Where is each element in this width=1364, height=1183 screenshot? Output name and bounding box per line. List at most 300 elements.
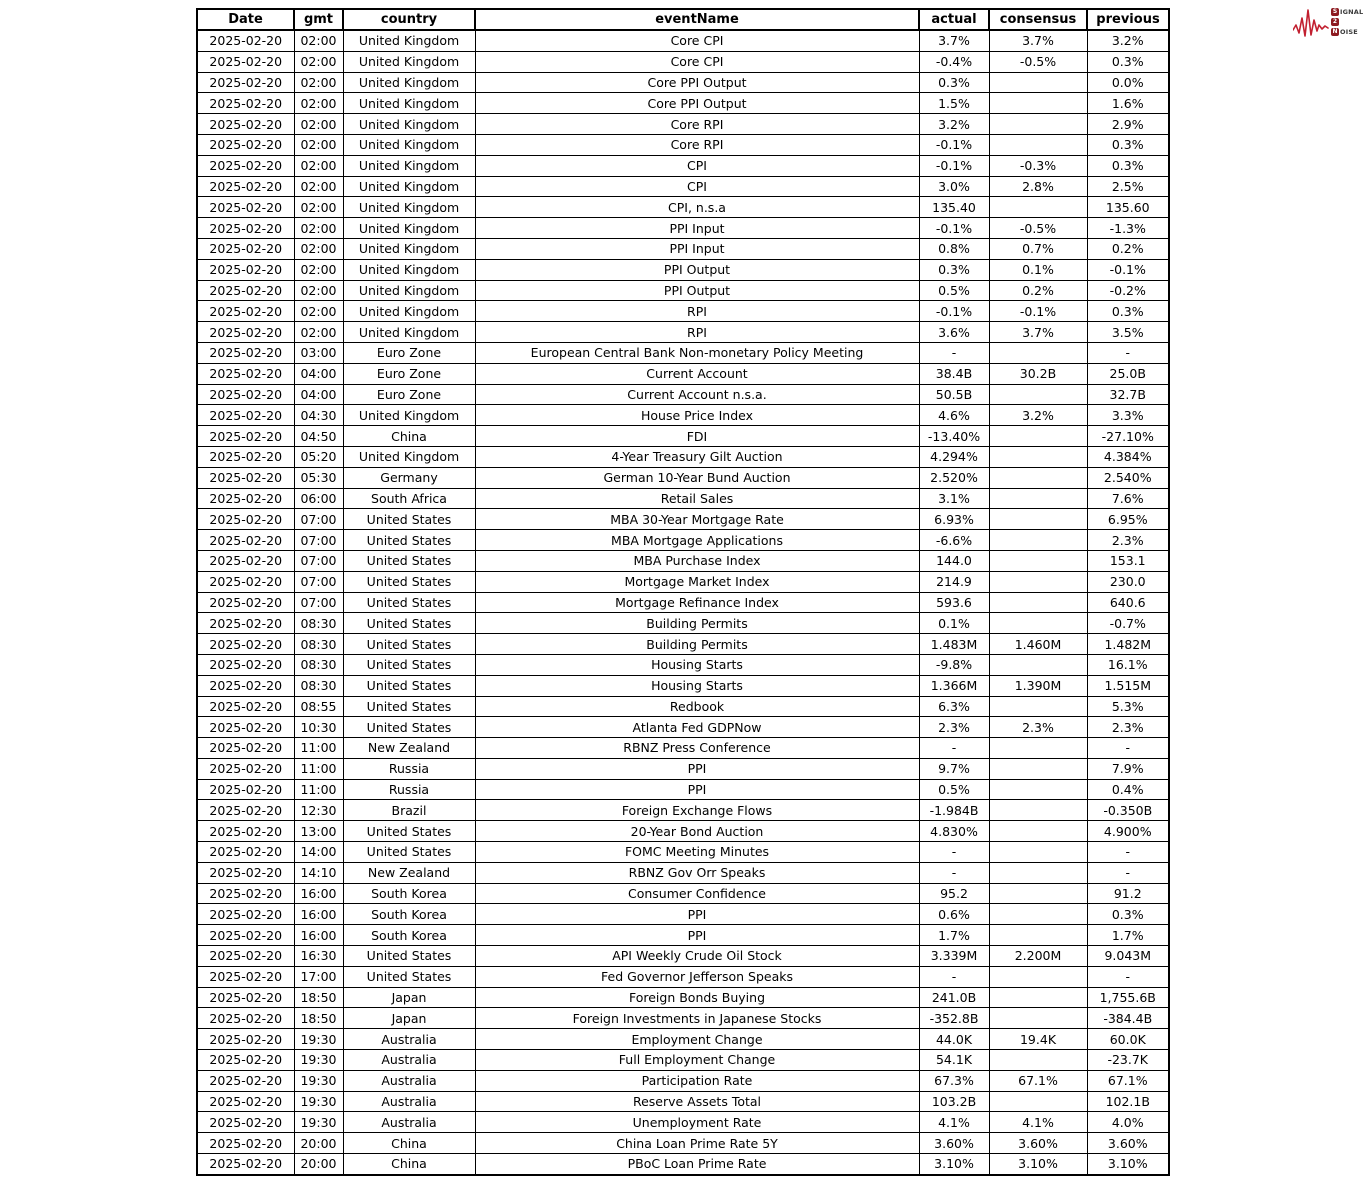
logo-line-noise xyxy=(1331,28,1363,37)
cell-consensus: 3.60% xyxy=(989,1133,1087,1154)
cell-country: New Zealand xyxy=(343,738,475,759)
cell-gmt: 11:00 xyxy=(294,738,343,759)
cell-previous: 2.3% xyxy=(1087,530,1169,551)
cell-eventname: Core RPI xyxy=(475,134,919,155)
table-row xyxy=(197,114,1169,135)
column-header-actual: actual xyxy=(919,9,989,30)
cell-consensus xyxy=(989,696,1087,717)
cell-previous: 16.1% xyxy=(1087,654,1169,675)
cell-eventname: House Price Index xyxy=(475,405,919,426)
table-row xyxy=(197,883,1169,904)
cell-previous: -0.2% xyxy=(1087,280,1169,301)
cell-consensus xyxy=(989,426,1087,447)
cell-consensus: 0.2% xyxy=(989,280,1087,301)
cell-consensus xyxy=(989,509,1087,530)
cell-gmt: 02:00 xyxy=(294,114,343,135)
table-row xyxy=(197,426,1169,447)
table-row xyxy=(197,821,1169,842)
cell-gmt: 04:00 xyxy=(294,384,343,405)
cell-previous: 0.3% xyxy=(1087,301,1169,322)
cell-actual: 9.7% xyxy=(919,758,989,779)
cell-gmt: 10:30 xyxy=(294,717,343,738)
column-header-event-name: eventName xyxy=(475,9,919,30)
table-row xyxy=(197,613,1169,634)
cell-date: 2025-02-20 xyxy=(197,613,294,634)
cell-actual: 67.3% xyxy=(919,1070,989,1091)
cell-eventname: German 10-Year Bund Auction xyxy=(475,467,919,488)
cell-gmt: 02:00 xyxy=(294,134,343,155)
table-row xyxy=(197,446,1169,467)
logo-text-ignal: IGNAL xyxy=(1340,7,1364,16)
cell-previous: 25.0B xyxy=(1087,363,1169,384)
cell-country: United Kingdom xyxy=(343,134,475,155)
cell-date: 2025-02-20 xyxy=(197,488,294,509)
table-row xyxy=(197,363,1169,384)
cell-date: 2025-02-20 xyxy=(197,654,294,675)
cell-eventname: FDI xyxy=(475,426,919,447)
table-row xyxy=(197,405,1169,426)
cell-actual: 3.1% xyxy=(919,488,989,509)
cell-consensus xyxy=(989,758,1087,779)
cell-previous: - xyxy=(1087,738,1169,759)
cell-consensus xyxy=(989,1091,1087,1112)
cell-gmt: 12:30 xyxy=(294,800,343,821)
cell-previous: 2.3% xyxy=(1087,717,1169,738)
cell-actual: 135.40 xyxy=(919,197,989,218)
cell-country: United Kingdom xyxy=(343,218,475,239)
cell-country: United States xyxy=(343,634,475,655)
cell-eventname: MBA 30-Year Mortgage Rate xyxy=(475,509,919,530)
cell-eventname: CPI xyxy=(475,155,919,176)
cell-date: 2025-02-20 xyxy=(197,197,294,218)
cell-country: United Kingdom xyxy=(343,301,475,322)
cell-consensus xyxy=(989,779,1087,800)
cell-consensus xyxy=(989,384,1087,405)
cell-actual: - xyxy=(919,966,989,987)
cell-consensus xyxy=(989,72,1087,93)
cell-gmt: 02:00 xyxy=(294,238,343,259)
cell-actual: 4.830% xyxy=(919,821,989,842)
cell-gmt: 16:00 xyxy=(294,883,343,904)
cell-gmt: 18:50 xyxy=(294,1008,343,1029)
cell-date: 2025-02-20 xyxy=(197,259,294,280)
cell-gmt: 07:00 xyxy=(294,509,343,530)
table-row xyxy=(197,259,1169,280)
cell-gmt: 04:50 xyxy=(294,426,343,447)
cell-gmt: 14:00 xyxy=(294,842,343,863)
cell-gmt: 18:50 xyxy=(294,987,343,1008)
cell-date: 2025-02-20 xyxy=(197,134,294,155)
cell-actual: - xyxy=(919,862,989,883)
cell-gmt: 20:00 xyxy=(294,1154,343,1175)
cell-gmt: 17:00 xyxy=(294,966,343,987)
cell-consensus xyxy=(989,571,1087,592)
cell-country: United States xyxy=(343,592,475,613)
cell-date: 2025-02-20 xyxy=(197,883,294,904)
cell-date: 2025-02-20 xyxy=(197,1070,294,1091)
table-row xyxy=(197,675,1169,696)
cell-eventname: Core CPI xyxy=(475,51,919,72)
cell-eventname: PPI xyxy=(475,904,919,925)
table-row xyxy=(197,467,1169,488)
cell-country: New Zealand xyxy=(343,862,475,883)
table-body xyxy=(197,30,1169,1175)
cell-previous: 0.3% xyxy=(1087,51,1169,72)
table-row xyxy=(197,72,1169,93)
cell-gmt: 04:00 xyxy=(294,363,343,384)
cell-consensus: 3.7% xyxy=(989,322,1087,343)
table-row xyxy=(197,1050,1169,1071)
cell-consensus xyxy=(989,883,1087,904)
cell-eventname: Foreign Bonds Buying xyxy=(475,987,919,1008)
cell-gmt: 06:00 xyxy=(294,488,343,509)
cell-consensus xyxy=(989,821,1087,842)
cell-country: United Kingdom xyxy=(343,114,475,135)
cell-consensus: 2.200M xyxy=(989,946,1087,967)
cell-country: United Kingdom xyxy=(343,30,475,51)
cell-date: 2025-02-20 xyxy=(197,758,294,779)
cell-consensus xyxy=(989,904,1087,925)
cell-actual: 38.4B xyxy=(919,363,989,384)
cell-actual: 4.6% xyxy=(919,405,989,426)
table-row xyxy=(197,696,1169,717)
table-row xyxy=(197,966,1169,987)
cell-actual: 4.1% xyxy=(919,1112,989,1133)
cell-consensus: 30.2B xyxy=(989,363,1087,384)
cell-gmt: 19:30 xyxy=(294,1091,343,1112)
cell-eventname: PBoC Loan Prime Rate xyxy=(475,1154,919,1175)
cell-actual: - xyxy=(919,842,989,863)
cell-date: 2025-02-20 xyxy=(197,1008,294,1029)
cell-consensus: 2.8% xyxy=(989,176,1087,197)
cell-gmt: 07:00 xyxy=(294,592,343,613)
cell-country: United Kingdom xyxy=(343,405,475,426)
table-row xyxy=(197,571,1169,592)
cell-gmt: 02:00 xyxy=(294,72,343,93)
cell-previous: 1.7% xyxy=(1087,925,1169,946)
cell-date: 2025-02-20 xyxy=(197,821,294,842)
table-row xyxy=(197,904,1169,925)
cell-consensus xyxy=(989,530,1087,551)
cell-consensus: 67.1% xyxy=(989,1070,1087,1091)
cell-actual: 50.5B xyxy=(919,384,989,405)
cell-actual: 4.294% xyxy=(919,446,989,467)
cell-eventname: MBA Purchase Index xyxy=(475,550,919,571)
cell-actual: 44.0K xyxy=(919,1029,989,1050)
cell-country: Brazil xyxy=(343,800,475,821)
cell-date: 2025-02-20 xyxy=(197,426,294,447)
cell-actual: 0.5% xyxy=(919,280,989,301)
cell-eventname: Current Account xyxy=(475,363,919,384)
table-header-row xyxy=(197,9,1169,30)
cell-actual: 214.9 xyxy=(919,571,989,592)
cell-actual: -0.1% xyxy=(919,218,989,239)
cell-eventname: China Loan Prime Rate 5Y xyxy=(475,1133,919,1154)
cell-previous: 67.1% xyxy=(1087,1070,1169,1091)
cell-date: 2025-02-20 xyxy=(197,342,294,363)
logo-line-signal xyxy=(1331,8,1363,17)
cell-consensus xyxy=(989,592,1087,613)
cell-actual: 1.7% xyxy=(919,925,989,946)
cell-date: 2025-02-20 xyxy=(197,238,294,259)
cell-previous: 230.0 xyxy=(1087,571,1169,592)
cell-country: Russia xyxy=(343,779,475,800)
logo-wordmark xyxy=(1331,8,1363,37)
cell-date: 2025-02-20 xyxy=(197,114,294,135)
cell-consensus: 2.3% xyxy=(989,717,1087,738)
cell-actual: 2.3% xyxy=(919,717,989,738)
cell-consensus: 0.1% xyxy=(989,259,1087,280)
cell-previous: 1.482M xyxy=(1087,634,1169,655)
cell-previous: 153.1 xyxy=(1087,550,1169,571)
cell-previous: 1.515M xyxy=(1087,675,1169,696)
cell-date: 2025-02-20 xyxy=(197,51,294,72)
table-row xyxy=(197,30,1169,51)
cell-gmt: 19:30 xyxy=(294,1112,343,1133)
cell-date: 2025-02-20 xyxy=(197,946,294,967)
cell-date: 2025-02-20 xyxy=(197,779,294,800)
cell-eventname: PPI xyxy=(475,925,919,946)
cell-eventname: PPI Input xyxy=(475,238,919,259)
cell-actual: -9.8% xyxy=(919,654,989,675)
cell-previous: 0.3% xyxy=(1087,904,1169,925)
cell-consensus xyxy=(989,738,1087,759)
cell-consensus xyxy=(989,550,1087,571)
cell-eventname: PPI Output xyxy=(475,280,919,301)
cell-country: United Kingdom xyxy=(343,93,475,114)
cell-actual: 3.6% xyxy=(919,322,989,343)
cell-actual: 0.6% xyxy=(919,904,989,925)
cell-date: 2025-02-20 xyxy=(197,634,294,655)
cell-previous: -27.10% xyxy=(1087,426,1169,447)
cell-date: 2025-02-20 xyxy=(197,550,294,571)
table-row xyxy=(197,634,1169,655)
cell-previous: 0.2% xyxy=(1087,238,1169,259)
cell-eventname: 20-Year Bond Auction xyxy=(475,821,919,842)
cell-date: 2025-02-20 xyxy=(197,446,294,467)
cell-previous: 640.6 xyxy=(1087,592,1169,613)
cell-actual: 593.6 xyxy=(919,592,989,613)
cell-previous: 0.4% xyxy=(1087,779,1169,800)
table-row xyxy=(197,238,1169,259)
cell-consensus: -0.1% xyxy=(989,301,1087,322)
cell-gmt: 02:00 xyxy=(294,155,343,176)
cell-actual: 6.93% xyxy=(919,509,989,530)
cell-actual: 6.3% xyxy=(919,696,989,717)
cell-actual: 0.8% xyxy=(919,238,989,259)
cell-previous: 3.5% xyxy=(1087,322,1169,343)
cell-eventname: API Weekly Crude Oil Stock xyxy=(475,946,919,967)
cell-consensus xyxy=(989,613,1087,634)
cell-consensus xyxy=(989,800,1087,821)
logo-text-oise: OISE xyxy=(1340,27,1358,36)
cell-country: Russia xyxy=(343,758,475,779)
cell-consensus xyxy=(989,488,1087,509)
cell-gmt: 20:00 xyxy=(294,1133,343,1154)
cell-actual: - xyxy=(919,738,989,759)
cell-country: Germany xyxy=(343,467,475,488)
cell-date: 2025-02-20 xyxy=(197,696,294,717)
cell-gmt: 02:00 xyxy=(294,301,343,322)
cell-consensus xyxy=(989,842,1087,863)
cell-actual: 54.1K xyxy=(919,1050,989,1071)
cell-gmt: 02:00 xyxy=(294,259,343,280)
cell-eventname: Full Employment Change xyxy=(475,1050,919,1071)
cell-country: United Kingdom xyxy=(343,176,475,197)
cell-actual: 3.60% xyxy=(919,1133,989,1154)
table-row xyxy=(197,1070,1169,1091)
cell-previous: - xyxy=(1087,342,1169,363)
cell-country: United Kingdom xyxy=(343,259,475,280)
cell-date: 2025-02-20 xyxy=(197,218,294,239)
table-row xyxy=(197,758,1169,779)
cell-eventname: Fed Governor Jefferson Speaks xyxy=(475,966,919,987)
cell-country: Australia xyxy=(343,1070,475,1091)
cell-consensus xyxy=(989,197,1087,218)
table-row xyxy=(197,1112,1169,1133)
cell-eventname: Retail Sales xyxy=(475,488,919,509)
table-row xyxy=(197,51,1169,72)
cell-consensus: 1.390M xyxy=(989,675,1087,696)
cell-previous: 135.60 xyxy=(1087,197,1169,218)
cell-eventname: Foreign Investments in Japanese Stocks xyxy=(475,1008,919,1029)
cell-previous: 32.7B xyxy=(1087,384,1169,405)
cell-eventname: European Central Bank Non-monetary Policy Meeting xyxy=(475,342,919,363)
cell-gmt: 02:00 xyxy=(294,197,343,218)
cell-previous: -1.3% xyxy=(1087,218,1169,239)
cell-country: United States xyxy=(343,696,475,717)
cell-country: United States xyxy=(343,966,475,987)
cell-previous: - xyxy=(1087,862,1169,883)
cell-actual: 3.339M xyxy=(919,946,989,967)
column-header-gmt: gmt xyxy=(294,9,343,30)
cell-eventname: PPI xyxy=(475,758,919,779)
cell-actual: -6.6% xyxy=(919,530,989,551)
cell-country: United States xyxy=(343,654,475,675)
cell-country: United Kingdom xyxy=(343,322,475,343)
table-row xyxy=(197,1133,1169,1154)
cell-previous: -384.4B xyxy=(1087,1008,1169,1029)
cell-date: 2025-02-20 xyxy=(197,904,294,925)
cell-consensus xyxy=(989,467,1087,488)
cell-actual: -1.984B xyxy=(919,800,989,821)
cell-eventname: Atlanta Fed GDPNow xyxy=(475,717,919,738)
cell-consensus xyxy=(989,342,1087,363)
table-row xyxy=(197,862,1169,883)
cell-country: United States xyxy=(343,675,475,696)
table-row xyxy=(197,842,1169,863)
table-row xyxy=(197,987,1169,1008)
table-row xyxy=(197,384,1169,405)
cell-country: South Korea xyxy=(343,883,475,904)
cell-eventname: Foreign Exchange Flows xyxy=(475,800,919,821)
cell-country: Australia xyxy=(343,1029,475,1050)
cell-actual: 3.10% xyxy=(919,1154,989,1175)
cell-consensus xyxy=(989,862,1087,883)
cell-eventname: PPI Input xyxy=(475,218,919,239)
cell-gmt: 07:00 xyxy=(294,530,343,551)
cell-date: 2025-02-20 xyxy=(197,93,294,114)
cell-gmt: 11:00 xyxy=(294,779,343,800)
cell-consensus xyxy=(989,966,1087,987)
cell-country: Euro Zone xyxy=(343,363,475,384)
cell-country: Japan xyxy=(343,987,475,1008)
cell-previous: 4.0% xyxy=(1087,1112,1169,1133)
cell-previous: 102.1B xyxy=(1087,1091,1169,1112)
cell-previous: 3.3% xyxy=(1087,405,1169,426)
table-row xyxy=(197,550,1169,571)
cell-eventname: MBA Mortgage Applications xyxy=(475,530,919,551)
table-row xyxy=(197,592,1169,613)
cell-eventname: Building Permits xyxy=(475,634,919,655)
cell-gmt: 02:00 xyxy=(294,30,343,51)
cell-consensus: 0.7% xyxy=(989,238,1087,259)
cell-eventname: Core PPI Output xyxy=(475,72,919,93)
cell-eventname: PPI Output xyxy=(475,259,919,280)
cell-eventname: Housing Starts xyxy=(475,654,919,675)
logo-letter-s: S xyxy=(1332,8,1338,15)
table-row xyxy=(197,197,1169,218)
cell-eventname: Core PPI Output xyxy=(475,93,919,114)
cell-country: United States xyxy=(343,613,475,634)
cell-previous: 2.5% xyxy=(1087,176,1169,197)
cell-consensus: 3.2% xyxy=(989,405,1087,426)
cell-previous: -23.7K xyxy=(1087,1050,1169,1071)
table-row xyxy=(197,738,1169,759)
cell-previous: 91.2 xyxy=(1087,883,1169,904)
cell-gmt: 08:30 xyxy=(294,675,343,696)
cell-previous: 7.6% xyxy=(1087,488,1169,509)
cell-gmt: 08:30 xyxy=(294,654,343,675)
table-row xyxy=(197,301,1169,322)
cell-gmt: 02:00 xyxy=(294,218,343,239)
cell-country: United States xyxy=(343,821,475,842)
cell-consensus: 4.1% xyxy=(989,1112,1087,1133)
cell-date: 2025-02-20 xyxy=(197,571,294,592)
cell-gmt: 13:00 xyxy=(294,821,343,842)
cell-previous: 4.384% xyxy=(1087,446,1169,467)
cell-eventname: Housing Starts xyxy=(475,675,919,696)
table-row xyxy=(197,1008,1169,1029)
cell-actual: 3.2% xyxy=(919,114,989,135)
cell-date: 2025-02-20 xyxy=(197,176,294,197)
table-row xyxy=(197,509,1169,530)
cell-eventname: Redbook xyxy=(475,696,919,717)
cell-actual: 95.2 xyxy=(919,883,989,904)
table-row xyxy=(197,530,1169,551)
cell-eventname: Reserve Assets Total xyxy=(475,1091,919,1112)
cell-date: 2025-02-20 xyxy=(197,592,294,613)
table-row xyxy=(197,176,1169,197)
cell-previous: 4.900% xyxy=(1087,821,1169,842)
cell-actual: 0.1% xyxy=(919,613,989,634)
cell-gmt: 02:00 xyxy=(294,176,343,197)
cell-country: United Kingdom xyxy=(343,197,475,218)
cell-previous: 60.0K xyxy=(1087,1029,1169,1050)
cell-date: 2025-02-20 xyxy=(197,1091,294,1112)
cell-gmt: 05:20 xyxy=(294,446,343,467)
cell-date: 2025-02-20 xyxy=(197,280,294,301)
cell-gmt: 05:30 xyxy=(294,467,343,488)
cell-actual: -0.1% xyxy=(919,301,989,322)
table-row xyxy=(197,946,1169,967)
cell-actual: - xyxy=(919,342,989,363)
logo-letter-n: N xyxy=(1332,28,1338,35)
cell-date: 2025-02-20 xyxy=(197,800,294,821)
cell-country: China xyxy=(343,1133,475,1154)
cell-country: South Korea xyxy=(343,904,475,925)
cell-consensus: -0.5% xyxy=(989,51,1087,72)
